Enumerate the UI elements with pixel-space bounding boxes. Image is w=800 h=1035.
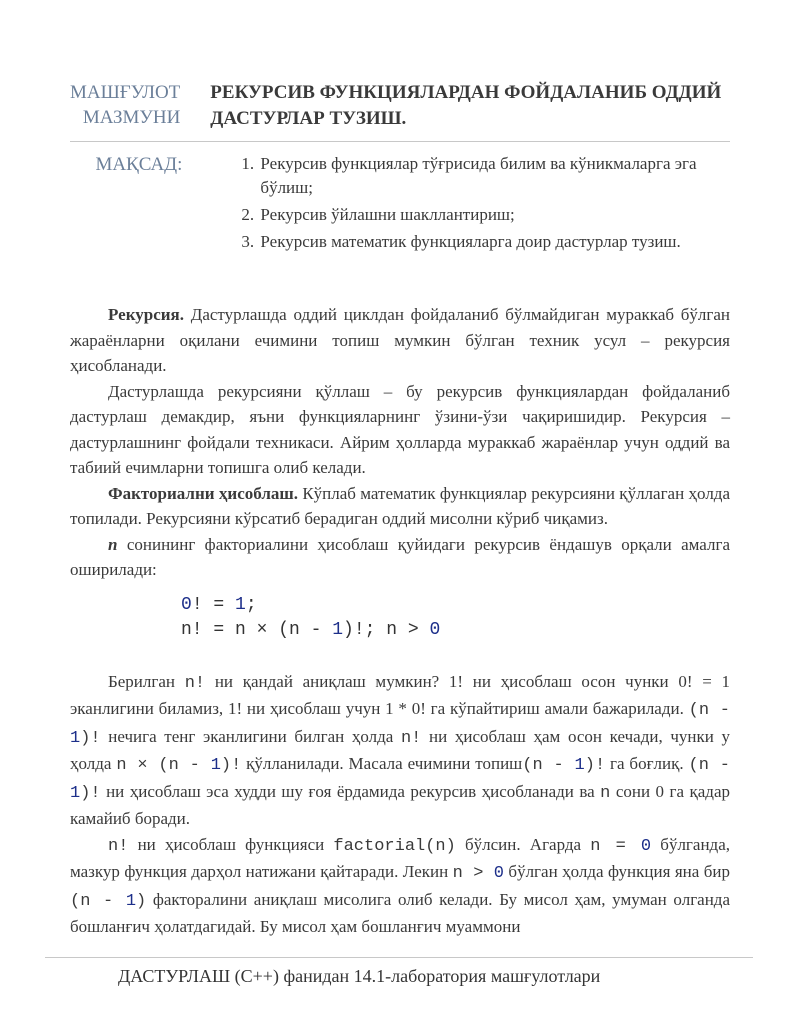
paragraph-explanation: Берилган n! ни қандай аниқлаш мумкин? 1! ни ҳисоблаш осон чунки 0! = 1 эканлигини биламиз, 1! ни ҳисоблаш учун 1 * 0! га кўпайтириш амали бажарилади. (n - 1)! нечига тенг эканлигини билган ҳолда n! ни ҳисоблаш ҳам осон кечади, чунки у ҳолда n × (n - 1)! қўлланилади. Масала ечимини топиш(n - 1)! га боғлиқ. (n - 1)! ни ҳисоблаш эса худди шу ғоя ёрдамида рекурсив ҳисобланади ва n сони 0 га қадар камайиб боради. bbox=[70, 671, 731, 828]
term-recursion: Рекурсия. bbox=[108, 305, 185, 324]
lesson-title: РЕКУРСИВ ФУНКЦИЯЛАРДАН ФОЙДАЛАНИБ ОДДИЙ ДАСТУРЛАР ТУЗИШ. bbox=[210, 82, 722, 129]
paragraph-recursion bbox=[70, 302, 730, 379]
goal-section bbox=[70, 152, 730, 257]
label-line-bottom: МАЗМУНИ bbox=[82, 107, 181, 128]
lesson-content-label bbox=[70, 80, 180, 132]
header-divider bbox=[70, 141, 730, 142]
code-line: n! = n × (n - 1)!; n > 0 bbox=[181, 619, 441, 640]
term-factorial: Факториални ҳисоблаш. bbox=[108, 483, 298, 503]
paragraph-n-factorial bbox=[70, 532, 730, 583]
goal-item: 1. Рекурсив функциялар тўғрисида билим ва кўникмаларга эга бўлиш; bbox=[258, 152, 730, 200]
code-line: 0! = 1; bbox=[181, 594, 257, 615]
label-line-top: МАШҒУЛОТ bbox=[70, 82, 181, 103]
paragraph-factorial bbox=[70, 481, 730, 532]
goal-item: 3. Рекурсив математик функцияларга доир дастурлар тузиш. bbox=[258, 230, 730, 254]
paragraph-text: Кўплаб математик функциялар рекурсияни қўллаган ҳолда топилади. Рекурсияни кўрсатиб берадиган оддий мисолни кўриб чиқамиз. bbox=[70, 483, 730, 528]
lesson-header bbox=[70, 80, 730, 132]
goal-list bbox=[212, 152, 730, 257]
goal-item: 2. Рекурсив ўйлашни шакллантириш; bbox=[258, 203, 730, 227]
paragraph-text: сонининг факториалини ҳисоблаш қуйидаги рекурсив ёндашув орқали амалга оширилади: bbox=[70, 534, 730, 579]
paragraph-text: Дастурлашда оддий циклдан фойдаланиб бўлмайдиган мураккаб бўлган жараёнларни оқилани ечимини топиш мумкин бўлган техник усул – рекурсия ҳисобланади. bbox=[70, 305, 730, 375]
paragraph-recursion-usage: Дастурлашда рекурсияни қўллаш – бу рекурсив функциялардан фойдаланиб дастурлаш демакдир, яъни функцияларнинг ўзини-ўзи чақиришидир. Рекурсия – дастурлашнинг фойдали техникаси. Айрим ҳолларда мураккаб жараёнлар учун оддий ва табиий ечимларни топишга олиб келади. bbox=[70, 381, 730, 477]
main-content bbox=[70, 302, 730, 940]
factorial-definition-code bbox=[181, 593, 730, 643]
footer-divider bbox=[45, 957, 753, 958]
goal-label: МАҚСАД: bbox=[95, 154, 183, 175]
variable-n: n bbox=[108, 534, 118, 554]
page-footer: ДАСТУРЛАШ (С++) фанидан 14.1-лаборатория машғулотлари bbox=[118, 966, 601, 986]
paragraph-factorial-function: n! ни ҳисоблаш функцияси factorial(n) бўлсин. Агарда n = 0 бўлганда, мазкур функция дарҳол натижани қайтаради. Лекин n > 0 бўлган ҳолда функция яна бир (n - 1) факторалини аниқлаш мисолига олиб келади. Бу мисол ҳам, умуман олганда бошланғич ҳолатдагидай. Бу мисол ҳам бошланғич муаммони bbox=[70, 834, 730, 936]
